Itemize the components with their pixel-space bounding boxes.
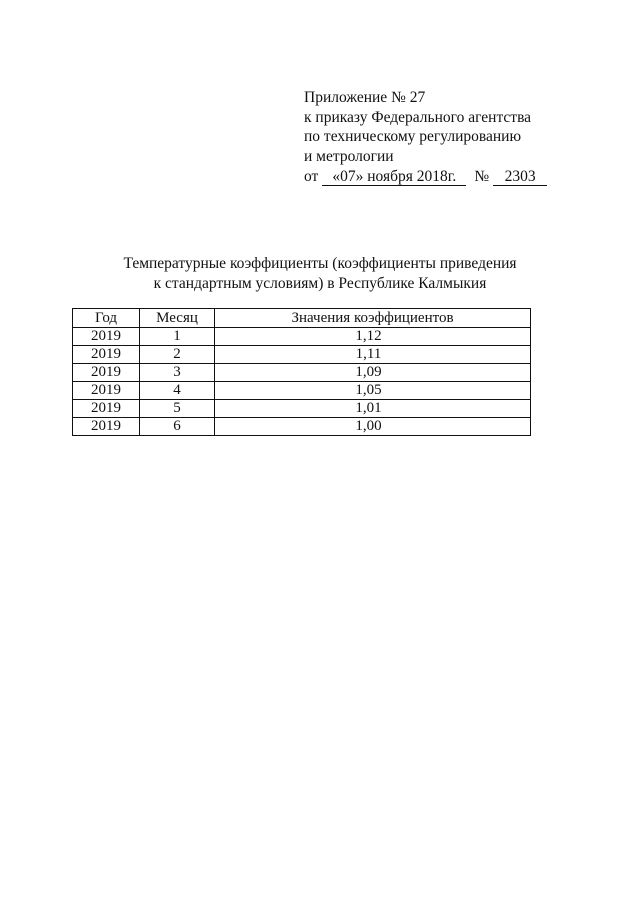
cell-coefficient: 1,09 — [215, 364, 531, 382]
cell-year: 2019 — [73, 364, 140, 382]
cell-year: 2019 — [73, 418, 140, 436]
header-coefficient: Значения коэффициентов — [215, 309, 531, 328]
cell-coefficient: 1,11 — [215, 346, 531, 364]
table-row — [73, 400, 531, 418]
cell-coefficient: 1,01 — [215, 400, 531, 418]
table-row — [73, 346, 531, 364]
appendix-order-ref: к приказу Федерального агентства — [304, 108, 532, 126]
table-row — [73, 328, 531, 346]
order-prefix: от — [304, 168, 319, 185]
table-row — [73, 418, 531, 436]
appendix-agency-line-2: и метрологии — [304, 147, 394, 165]
cell-month: 5 — [140, 400, 215, 418]
cell-coefficient: 1,05 — [215, 382, 531, 400]
header-month: Месяц — [140, 309, 215, 328]
cell-coefficient: 1,12 — [215, 328, 531, 346]
table-row — [73, 364, 531, 382]
order-line — [304, 167, 604, 187]
cell-month: 2 — [140, 346, 215, 364]
cell-coefficient: 1,00 — [215, 418, 531, 436]
cell-year: 2019 — [73, 328, 140, 346]
header-year: Год — [73, 309, 140, 328]
order-number-sign: № — [474, 168, 490, 185]
order-number: 2303 — [493, 169, 547, 186]
coefficients-table — [72, 308, 531, 436]
cell-month: 3 — [140, 364, 215, 382]
table-row — [73, 382, 531, 400]
appendix-header — [304, 88, 604, 187]
appendix-agency-line: по техническому регулированию — [304, 128, 522, 145]
document-title — [100, 254, 540, 293]
title-line-2: к стандартным условиям) в Республике Калмыкия — [153, 274, 487, 292]
cell-month: 6 — [140, 418, 215, 436]
cell-year: 2019 — [73, 400, 140, 418]
table-header-row — [73, 309, 531, 328]
cell-year: 2019 — [73, 382, 140, 400]
order-date: «07» ноября 2018г. — [322, 169, 466, 186]
appendix-number: Приложение № 27 — [304, 89, 426, 106]
cell-year: 2019 — [73, 346, 140, 364]
cell-month: 4 — [140, 382, 215, 400]
cell-month: 1 — [140, 328, 215, 346]
title-line-1: Температурные коэффициенты (коэффициенты приведения — [123, 255, 517, 272]
